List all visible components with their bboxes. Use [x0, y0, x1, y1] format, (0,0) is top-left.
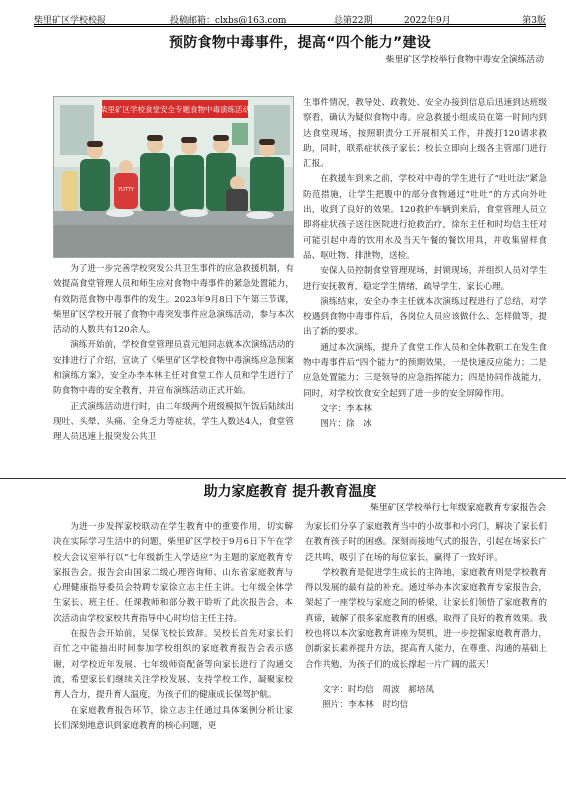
article1-paragraph: 为了进一步完善学校突发公共卫生事件的应急救援机制，有效提高食堂管理人员和师生应对食物中毒事件的紧急处置能力，有效防范食物中毒事件的发生。2023年9月8日下午第三节课，柴里矿区学校开展了食物中毒突发事件应急演练活动，参与本次活动的人数共有120余人。 — [53, 264, 294, 336]
article2-paragraph: 为家长们分享了家庭教育当中的小故事和小窍门，解决了家长们在教育孩子时的困惑。深刻而接地气式的报告，引起在场家长广泛共鸣，吸引了在场的每位家长，赢得了一致好评。 — [305, 522, 547, 563]
article2-paragraph: 在报告会开始前，吴保飞校长致辞。吴校长首先对家长们百忙之中能抽出时间参加学校组织的家庭教育报告会表示感谢，对学校近年发展、七年级师资配备等向家长进行了沟通交流，希望家长们继续关注学校发展、支持学校工作，凝聚家校育人合力，提升育人温度，为孩子们的健康成长保驾护航。 — [53, 629, 293, 701]
article1-paragraph: 通过本次演练，提升了食堂工作人员和全体教职工在发生食物中毒事件后“四个能力”的预期效果，一是快速反应能力；二是应急处置能力；三是领导的应急指挥能力；四是协同作战能力，同时，对学校饮食安全起到了进一步的安全屏障作用。 — [303, 342, 547, 399]
photo-cake-text: YUTTY — [118, 187, 134, 193]
article1-paragraph: 在救援车到来之前，学校对中毒的学生进行了“吐吐法”紧急防范措施，让学生把腹中的部分食物通过“吐吐”的方式向外吐出，收到了良好的效果。120救护车辆到来后，食堂管理人员立即将症状孩子送往医院进行抢救治疗，徐东主任和时均信主任对可能引起中毒的饮用水及当天午餐的餐饮用具，并收集留样食品、呕吐物、排泄物，送检。 — [303, 174, 547, 261]
article1-paragraph: 演练开始前，学校食堂管理员袁元旭同志就本次演练活动的安排进行了介绍，宣读了《柴里矿区学校食物中毒演练应急预案和演练方案》，安全办李本林主任对食堂工作人员和学生进行了防食物中毒的安全教育，并宣布演练活动正式开始。 — [53, 340, 294, 397]
article-divider — [0, 478, 566, 479]
article2-byline: 柴里矿区学校举行七年级家庭教育专家报告会 — [370, 503, 546, 513]
article1-paragraph: 正式演练活动进行时，由二年级两个班级模拟午饭后陆续出现吐、头晕、头痛、全身乏力等症状，学生人数达4人，食堂管理人员迅速上报突发公共卫 — [53, 401, 294, 443]
article2-paragraph: 为进一步发挥家校联动在学生教育中的重要作用，切实解决在实际学习生活中的问题，柴里矿区学校于9月6日下午在学校大会议室举行以“七年级新生入学适应”为主题的家庭教育专家报告会。报告会由国家二级心理咨询师、山东省家庭教育与心理健康指导委员会特聘专家徐立志主任主讲。七年级全体学生家长、班主任、任课教师和部分教干聆听了此次报告会，本次活动由学校家校共育指导中心时均信主任主持。 — [53, 522, 293, 624]
submission-email: 投稿邮箱：clxbs@163.com — [170, 16, 287, 26]
issue-date: 2022年9月 — [404, 16, 451, 26]
article1-paragraph: 安保人员控制食堂管理现场，封锁现场，并组织人员对学生进行安抚教育，稳定学生情绪，疏导学生、家长心理。 — [303, 266, 547, 292]
article1-byline: 柴里矿区学校举行食物中毒安全演练活动 — [385, 55, 544, 65]
article2-title: 助力家庭教育 提升教育温度 — [203, 484, 377, 500]
article1-title: 预防食物中毒事件，提高“四个能力”建设 — [168, 35, 432, 51]
article1-column-right — [303, 96, 547, 476]
page-number: 第3版 — [522, 16, 546, 26]
article1-photo-credit: 图片：徐 冰 — [320, 418, 372, 429]
photo-banner-text: 柴里矿区学校食堂安全专题食物中毒演练活动 — [100, 105, 250, 114]
page-header — [34, 10, 546, 26]
article1-photo — [53, 96, 294, 258]
article2-paragraph: 学校教育是促进学生成长的主阵地，家庭教育则是学校教育得以发展的最有益的补充。通过举办本次家庭教育专家报告会，架起了一座学校与家庭之间的桥梁，让家长们领悟了家庭教育的真谛，破解了很多家庭教育的困惑，取得了良好的教育效果。我校也将以本次家庭教育讲座为契机，进一步挖掘家庭教育潜力，创新家长素养提升方法，提高育人能力，在尊重、沟通的基础上合作共勉，为孩子们的成长撑起一片广阔的蓝天！ — [305, 567, 547, 670]
header-rule-double — [34, 26, 546, 27]
spacer — [305, 673, 547, 683]
issue-number: 总第22期 — [334, 16, 373, 26]
article2-photo-credit: 照片：李本林 时均信 — [322, 699, 409, 710]
article2-column-right — [305, 520, 547, 795]
paper-name: 柴里矿区学校校报 — [34, 16, 107, 26]
article1-paragraph: 生事件情况，教导处、政教处、安全办接到信息后迅速到达班级察看，确认为疑似食物中毒。应急救援小组成员在第一时间内到达食堂现场，按照职责分工开展相关工作，并拨打120请求救助，同时，联系症状孩子家长；校长立即向上级各主管部门进行汇报。 — [303, 98, 547, 170]
article1-column-left — [53, 262, 294, 472]
article2-paragraph: 在家庭教育报告环节，徐立志主任通过具体案例分析让家长们深刻地意识到家庭教育的核心问题，更 — [53, 705, 293, 731]
article2-column-left — [53, 520, 293, 795]
article2-writer-credit: 文字：时均信 周波 郝培凤 — [322, 684, 434, 695]
article1-paragraph: 演练结束，安全办李主任就本次演练过程进行了总结，对学校遇到食物中毒事件后，各岗位人员应该做什么、怎样做等，提出了新的要求。 — [303, 296, 547, 338]
header-rule — [34, 24, 546, 25]
article1-writer-credit: 文字：李本林 — [320, 403, 372, 414]
